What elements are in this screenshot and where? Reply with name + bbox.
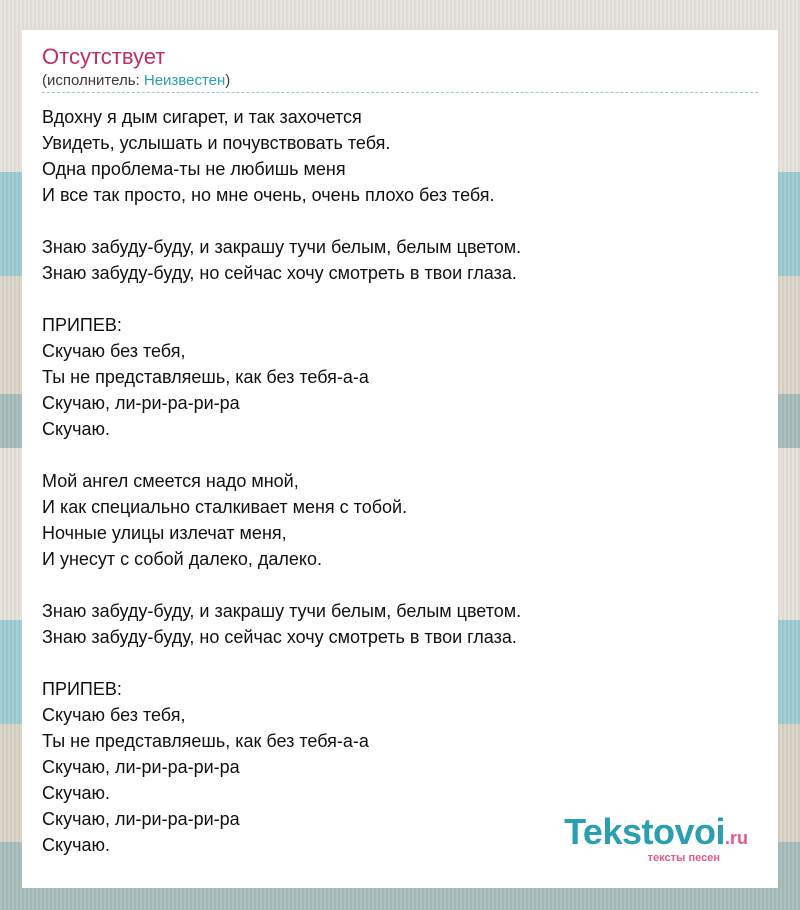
lyric-line: Знаю забуду-буду, но сейчас хочу смотреть в твои глаза. bbox=[42, 627, 517, 647]
logo-wordmark bbox=[564, 811, 748, 856]
lyric-line: Мой ангел смеется надо мной, bbox=[42, 471, 299, 491]
lyric-line: Скучаю без тебя, bbox=[42, 705, 186, 725]
lyric-line: ПРИПЕВ: bbox=[42, 315, 122, 335]
lyric-line: Скучаю без тебя, bbox=[42, 341, 186, 361]
verse-2 bbox=[42, 468, 758, 572]
artist-suffix: ) bbox=[225, 72, 231, 89]
lyric-line: Одна проблема-ты не любишь меня bbox=[42, 159, 346, 179]
lyrics-body bbox=[42, 104, 758, 884]
lyric-line: ПРИПЕВ: bbox=[42, 679, 122, 699]
logo-tagline: тексты песен bbox=[647, 852, 720, 864]
lyrics-card bbox=[22, 30, 778, 888]
lyric-line: Скучаю. bbox=[42, 419, 110, 439]
lyric-line: Скучаю, ли-ри-ра-ри-ра bbox=[42, 757, 240, 777]
lyric-line: Увидеть, услышать и почувствовать тебя. bbox=[42, 133, 391, 153]
logo-tld: .ru bbox=[724, 828, 748, 848]
lyric-line: И как специально сталкивает меня с тобой. bbox=[42, 497, 408, 517]
lyric-line: Скучаю, ли-ри-ра-ри-ра bbox=[42, 809, 240, 829]
pre-chorus-1 bbox=[42, 234, 758, 286]
lyric-line: Ты не представляешь, как без тебя-а-а bbox=[42, 731, 369, 751]
lyric-line: Знаю забуду-буду, но сейчас хочу смотреть в твои глаза. bbox=[42, 263, 517, 283]
lyric-line: Вдохну я дым сигарет, и так захочется bbox=[42, 107, 362, 127]
pre-chorus-2 bbox=[42, 598, 758, 650]
artist-line bbox=[42, 72, 230, 90]
lyric-line: Знаю забуду-буду, и закрашу тучи белым, белым цветом. bbox=[42, 237, 522, 257]
lyric-line: Ночные улицы излечат меня, bbox=[42, 523, 287, 543]
lyric-line: И унесут с собой далеко, далеко. bbox=[42, 549, 322, 569]
divider bbox=[42, 92, 758, 93]
song-title: Отсутствует bbox=[42, 44, 166, 69]
verse-1 bbox=[42, 104, 758, 208]
artist-link[interactable]: Неизвестен bbox=[143, 72, 226, 89]
lyric-line: Ты не представляешь, как без тебя-а-а bbox=[42, 367, 369, 387]
lyric-line: Скучаю, ли-ри-ра-ри-ра bbox=[42, 393, 240, 413]
lyric-line: Скучаю. bbox=[42, 783, 110, 803]
lyric-line: Скучаю. bbox=[42, 835, 110, 855]
lyric-line: И все так просто, но мне очень, очень плохо без тебя. bbox=[42, 185, 495, 205]
logo-main-text: Tekstovoi bbox=[564, 811, 725, 852]
lyric-line: Знаю забуду-буду, и закрашу тучи белым, белым цветом. bbox=[42, 601, 522, 621]
site-logo[interactable] bbox=[564, 811, 748, 864]
chorus-1 bbox=[42, 312, 758, 442]
artist-prefix: (исполнитель: bbox=[42, 72, 144, 89]
